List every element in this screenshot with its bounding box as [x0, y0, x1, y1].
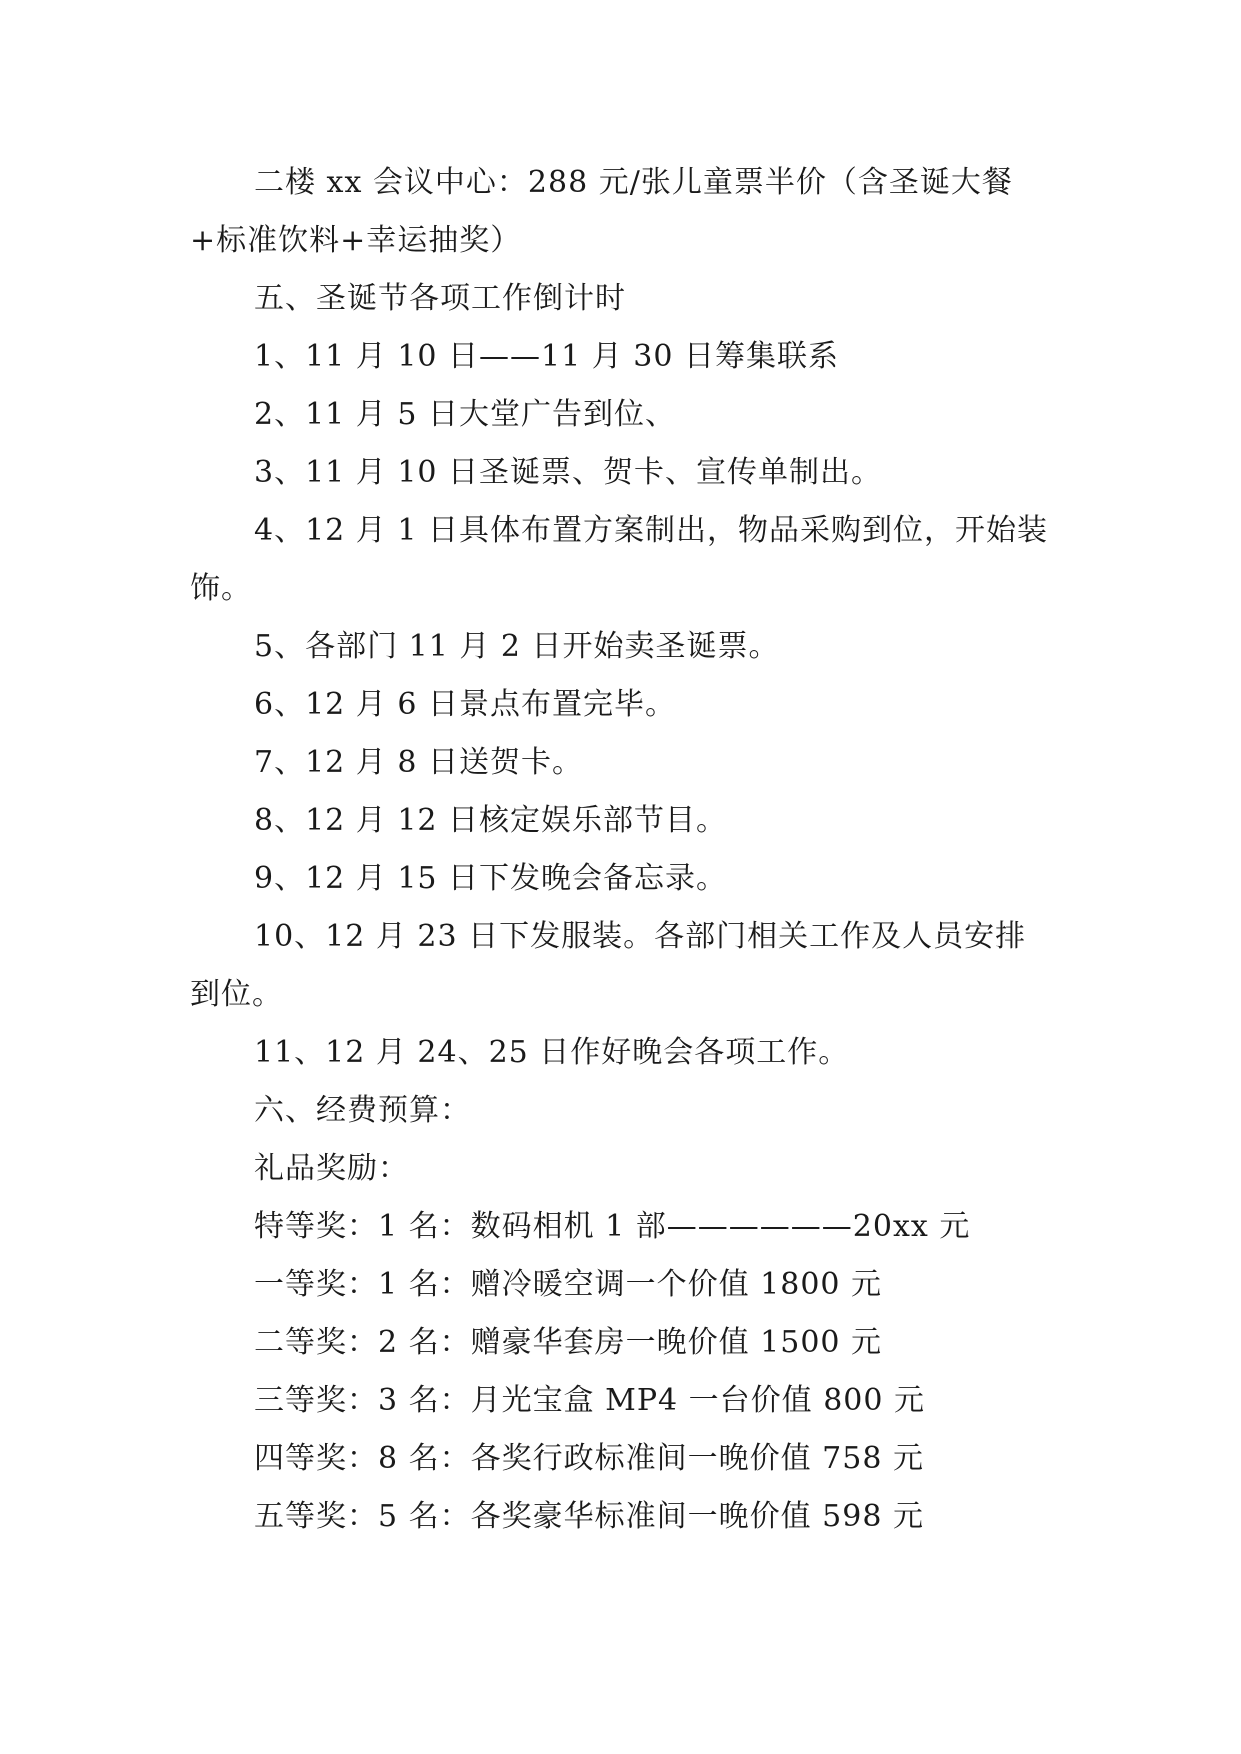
prize-item: 四等奖：8 名：各奖行政标准间一晚价值 758 元: [254, 1441, 924, 1476]
list-item: 7、12 月 8 日送贺卡。: [254, 745, 583, 780]
subheading-prizes: 礼品奖励：: [254, 1151, 409, 1186]
list-item: 6、12 月 6 日景点布置完毕。: [254, 687, 676, 722]
prize-item: 一等奖：1 名：赠冷暖空调一个价值 1800 元: [254, 1267, 883, 1302]
list-item: 2、11 月 5 日大堂广告到位、: [254, 397, 676, 432]
list-item: 11、12 月 24、25 日作好晚会各项工作。: [254, 1035, 850, 1070]
prize-item: 特等奖：1 名：数码相机 1 部——————20xx 元: [254, 1209, 971, 1244]
list-item: 10、12 月 23 日下发服装。各部门相关工作及人员安排到位。: [190, 919, 1027, 1012]
list-item: 3、11 月 10 日圣诞票、贺卡、宣传单制出。: [254, 455, 883, 490]
prize-item: 五等奖：5 名：各奖豪华标准间一晚价值 598 元: [254, 1499, 924, 1534]
list-item: 4、12 月 1 日具体布置方案制出，物品采购到位，开始装饰。: [190, 513, 1048, 606]
section-heading-budget: 六、经费预算：: [254, 1093, 471, 1128]
document-body: [190, 154, 1052, 1546]
list-item: 9、12 月 15 日下发晚会备忘录。: [254, 861, 728, 896]
list-item: 5、各部门 11 月 2 日开始卖圣诞票。: [254, 629, 780, 664]
prize-item: 三等奖：3 名：月光宝盒 MP4 一台价值 800 元: [254, 1383, 926, 1418]
section-heading-countdown: 五、圣诞节各项工作倒计时: [254, 281, 626, 316]
list-item: 1、11 月 10 日——11 月 30 日筹集联系: [254, 339, 839, 374]
prize-item: 二等奖：2 名：赠豪华套房一晚价值 1500 元: [254, 1325, 883, 1360]
paragraph-ticket-price: 二楼 xx 会议中心：288 元/张儿童票半价（含圣诞大餐+标准饮料+幸运抽奖）: [190, 165, 1013, 258]
list-item: 8、12 月 12 日核定娱乐部节目。: [254, 803, 728, 838]
